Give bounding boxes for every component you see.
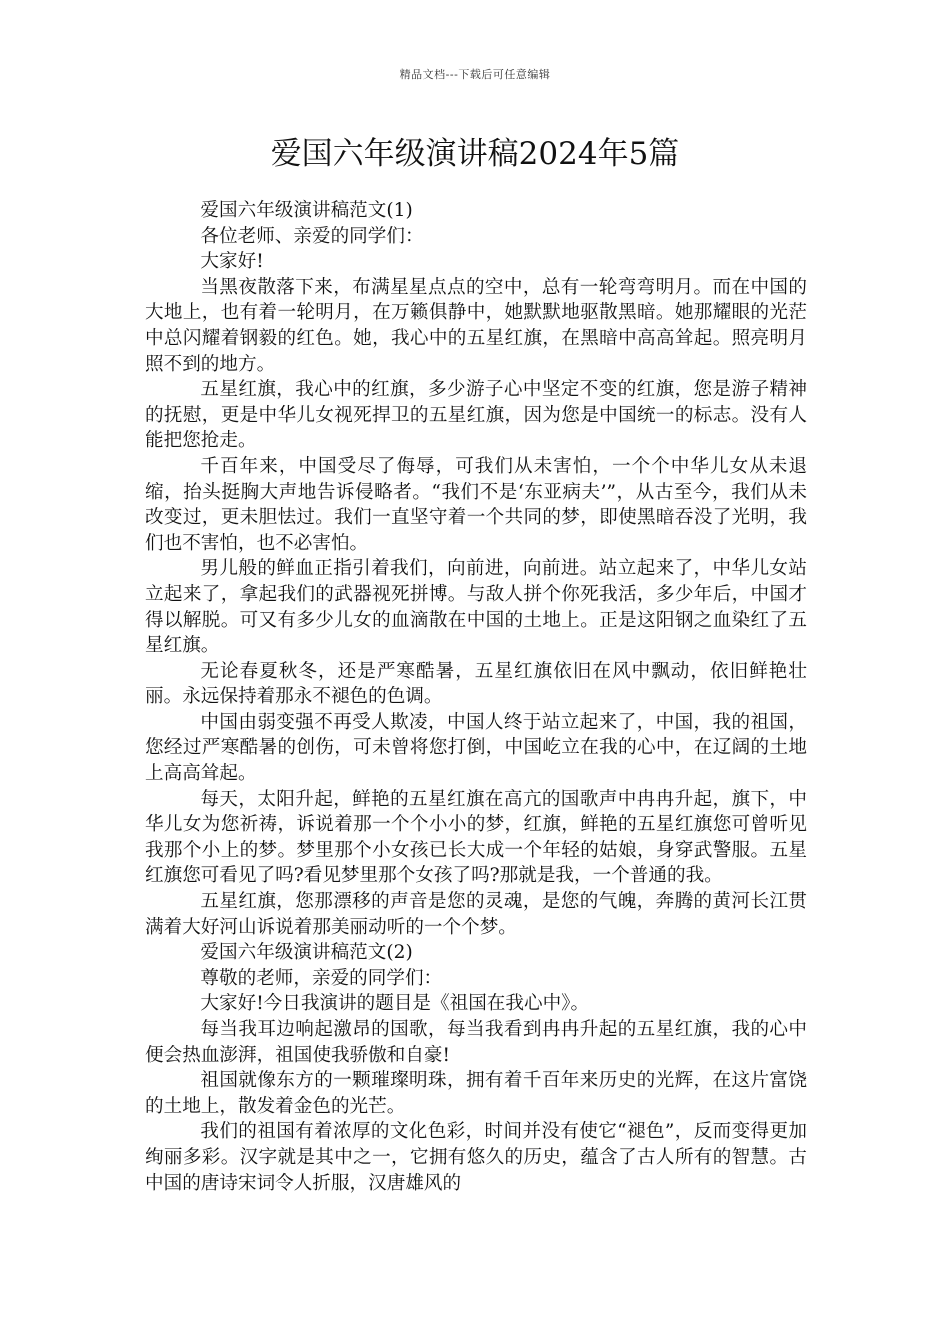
paragraph: 五星红旗，您那漂移的声音是您的灵魂，是您的气魄，奔腾的黄河长江贯满着大好河山诉说着那美丽动听的一个个梦。 bbox=[145, 891, 807, 938]
paragraph: 大家好! bbox=[200, 251, 264, 273]
paragraph: 中国由弱变强不再受人欺凌，中国人终于站立起来了，中国，我的祖国，您经过严寒酷暑的创伤，可未曾将您打倒，中国屹立在我的心中，在辽阔的土地上高高耸起。 bbox=[145, 711, 807, 785]
paragraph: 五星红旗，我心中的红旗，多少游子心中坚定不变的红旗，您是游子精神的抚慰，更是中华儿女视死捍卫的五星红旗，因为您是中国统一的标志。没有人能把您抢走。 bbox=[145, 379, 807, 452]
paragraph: 大家好!今日我演讲的题目是《祖国在我心中》。 bbox=[200, 993, 590, 1015]
paragraph: 爱国六年级演讲稿范文(2) bbox=[200, 942, 413, 964]
header-note: 精品文档---下载后可任意编辑 bbox=[399, 68, 551, 81]
paragraph: 祖国就像东方的一颗璀璨明珠，拥有着千百年来历史的光辉，在这片富饶的土地上，散发着金色的光芒。 bbox=[145, 1070, 807, 1117]
paragraph: 男儿般的鲜血正指引着我们，向前进，向前进。站立起来了，中华儿女站立起来了，拿起我们的武器视死拼博。与敌人拼个你死我活，多少年后，中国才得以解脱。可又有多少儿女的血滴散在中国的土地上。正是这阳钢之血染红了五星红旗。 bbox=[145, 558, 807, 657]
paragraph: 每当我耳边响起激昂的国歌，每当我看到冉冉升起的五星红旗，我的心中便会热血澎湃，祖国使我骄傲和自豪! bbox=[145, 1019, 807, 1066]
paragraph: 爱国六年级演讲稿范文(1) bbox=[200, 200, 413, 221]
paragraph: 各位老师、亲爱的同学们： bbox=[200, 225, 424, 247]
paragraph: 当黑夜散落下来，布满星星点点的空中，总有一轮弯弯明月。而在中国的大地上，也有着一轮明月，在万籁俱静中，她默默地驱散黑暗。她那耀眼的光茫中总闪耀着钢毅的红色。她，我心中的五星红旗，在黑暗中高高耸起。照亮明月照不到的地方。 bbox=[145, 276, 807, 375]
paragraph: 尊敬的老师，亲爱的同学们： bbox=[200, 967, 443, 989]
document-title: 爱国六年级演讲稿2024年5篇 bbox=[270, 136, 680, 172]
paragraph: 我们的祖国有着浓厚的文化色彩，时间并没有使它“褪色”，反而变得更加绚丽多彩。汉字就是其中之一，它拥有悠久的历史，蕴含了古人所有的智慧。古中国的唐诗宋词令人折服，汉唐雄风的 bbox=[145, 1121, 807, 1194]
paragraph: 每天，太阳升起，鲜艳的五星红旗在高亢的国歌声中冉冉升起，旗下，中华儿女为您祈祷，诉说着那一个个小小的梦，红旗，鲜艳的五星红旗您可曾听见我那个小上的梦。梦里那个小女孩已长大成一个年轻的姑娘，身穿武警服。五星红旗您可看见了吗?看见梦里那个女孩了吗?那就是我，一个普通的我。 bbox=[145, 788, 807, 887]
document-body bbox=[145, 198, 807, 1196]
paragraph: 千百年来，中国受尽了侮辱，可我们从未害怕，一个个中华儿女从未退缩，抬头挺胸大声地告诉侵略者。“我们不是‘东亚病夫’”，从古至今，我们从未改变过，更未胆怯过。我们一直坚守着一个共同的梦，即使黑暗吞没了光明，我们也不害怕，也不必害怕。 bbox=[145, 455, 807, 554]
paragraph: 无论春夏秋冬，还是严寒酷暑，五星红旗依旧在风中飘动，依旧鲜艳壮丽。永远保持着那永不褪色的色调。 bbox=[145, 660, 807, 708]
